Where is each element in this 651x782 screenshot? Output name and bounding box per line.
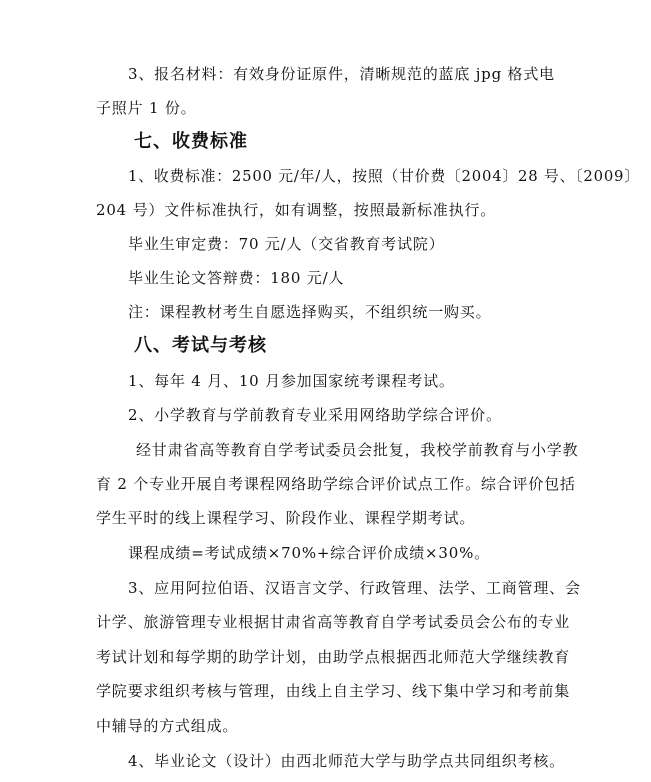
paragraph-line: 2、小学教育与学前教育专业采用网络助学综合评价。: [128, 406, 502, 424]
paragraph-line: 考试计划和每学期的助学计划，由助学点根据西北师范大学继续教育: [96, 648, 571, 666]
paragraph-line: 1、收费标准：2500 元/年/人，按照（甘价费〔2004〕28 号、〔2009〕: [128, 167, 640, 185]
paragraph-line: 204 号）文件标准执行，如有调整，按照最新标准执行。: [96, 201, 497, 219]
paragraph-line: 3、报名材料：有效身份证原件，清晰规范的蓝底 jpg 格式电: [128, 65, 555, 83]
paragraph-line: 学院要求组织考核与管理，由线上自主学习、线下集中学习和考前集: [96, 682, 571, 700]
paragraph-line: 课程成绩=考试成绩×70%+综合评价成绩×30%。: [128, 544, 490, 562]
paragraph-line: 中辅导的方式组成。: [96, 717, 239, 735]
paragraph-line: 注：课程教材考生自愿选择购买，不组织统一购买。: [128, 303, 492, 321]
paragraph-line: 3、应用阿拉伯语、汉语言文学、行政管理、法学、工商管理、会: [128, 579, 581, 597]
paragraph-line: 4、毕业论文（设计）由西北师范大学与助学点共同组织考核。: [128, 752, 565, 770]
paragraph-line: 1、每年 4 月、10 月参加国家统考课程考试。: [128, 372, 455, 390]
paragraph-line: 学生平时的线上课程学习、阶段作业、课程学期考试。: [96, 509, 476, 527]
paragraph-line: 子照片 1 份。: [96, 99, 197, 117]
paragraph-line: 毕业生审定费：70 元/人（交省教育考试院）: [128, 235, 445, 253]
paragraph-line: 经甘肃省高等教育自学考试委员会批复，我校学前教育与小学教: [136, 441, 579, 459]
paragraph-line: 育 2 个专业开展自考课程网络助学综合评价试点工作。综合评价包括: [96, 475, 576, 493]
section-heading-fee: 七、收费标准: [134, 131, 248, 152]
paragraph-line: 计学、旅游管理专业根据甘肃省高等教育自学考试委员会公布的专业: [96, 613, 571, 631]
paragraph-line: 毕业生论文答辩费：180 元/人: [128, 269, 345, 287]
section-heading-exam: 八、考试与考核: [134, 335, 267, 356]
